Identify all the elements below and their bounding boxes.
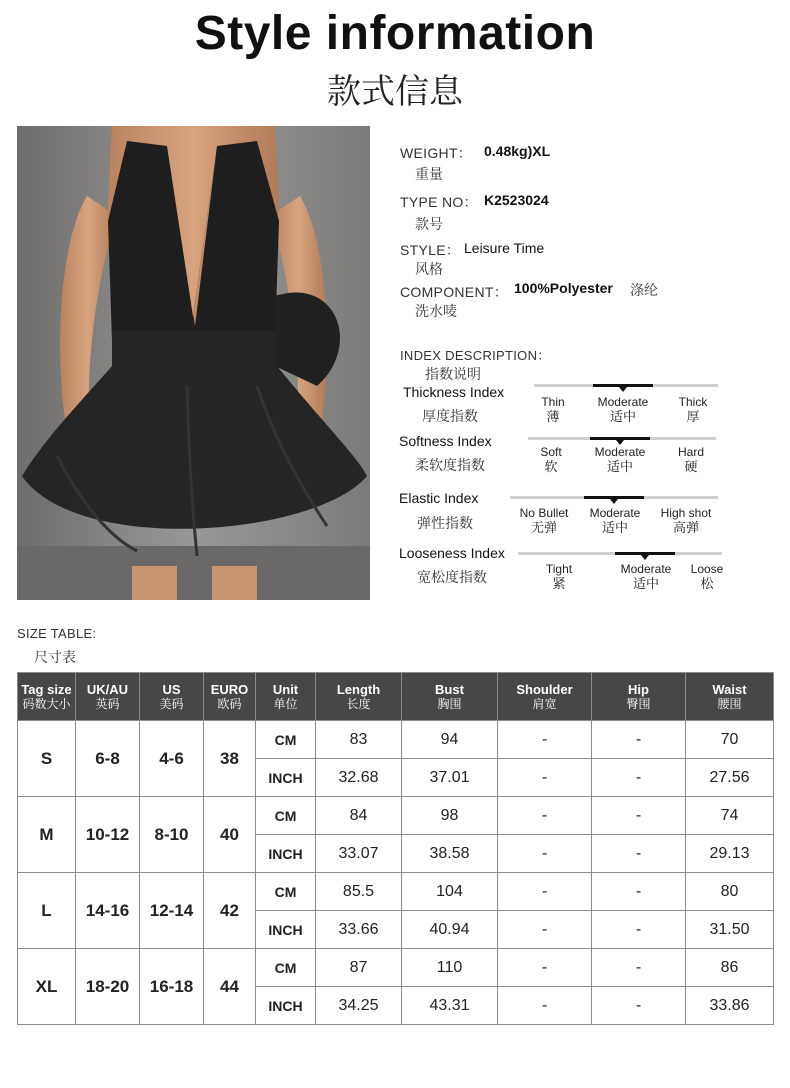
size-tag: XL: [18, 949, 76, 1025]
thickness-index-label: Thickness Index: [403, 384, 505, 400]
elastic-option-moderate: Moderate 适中: [589, 506, 641, 536]
length-cm: 85.5: [316, 873, 402, 911]
dress-illustration: [17, 126, 370, 600]
length-cm: 83: [316, 721, 402, 759]
thickness-option-thin: Thin 薄: [541, 395, 565, 425]
hip-cm: -: [592, 949, 686, 987]
hip-cm: -: [592, 797, 686, 835]
shoulder-inch: -: [498, 911, 592, 949]
header-shoulder: Shoulder 肩宽: [498, 673, 592, 721]
looseness-option-loose: Loose 松: [690, 562, 724, 592]
elastic-index-label: Elastic Index: [399, 490, 479, 506]
bust-inch: 37.01: [402, 759, 498, 797]
index-heading-zh: 指数说明: [425, 367, 481, 383]
softness-index-label-zh: 柔软度指数: [415, 458, 485, 474]
unit-cm: CM: [256, 949, 316, 987]
elastic-marker-icon: [610, 499, 618, 504]
hip-cm: -: [592, 721, 686, 759]
size-tag: S: [18, 721, 76, 797]
looseness-marker-icon: [641, 555, 649, 560]
unit-cm: CM: [256, 797, 316, 835]
size-us: 4-6: [140, 721, 204, 797]
weight-label-zh: 重量: [415, 167, 443, 183]
table-row: [18, 797, 774, 835]
header-euro: EURO 欧码: [204, 673, 256, 721]
length-cm: 87: [316, 949, 402, 987]
length-cm: 84: [316, 797, 402, 835]
thickness-index-label-zh: 厚度指数: [422, 409, 478, 425]
style-value: Leisure Time: [464, 240, 545, 256]
waist-inch: 29.13: [686, 835, 774, 873]
header-waist: Waist 腰围: [686, 673, 774, 721]
weight-label: WEIGHT：: [400, 145, 473, 161]
softness-option-soft: Soft 软: [540, 445, 562, 475]
waist-inch: 27.56: [686, 759, 774, 797]
style-label: STYLE：: [400, 242, 461, 258]
table-row: [18, 949, 774, 987]
component-label-zh: 洗水唛: [415, 304, 457, 320]
style-label-zh: 风格: [415, 262, 443, 278]
header-unit: Unit 单位: [256, 673, 316, 721]
weight-value: 0.48kg)XL: [484, 143, 551, 159]
size-euro: 42: [204, 873, 256, 949]
thickness-marker-icon: [619, 387, 627, 392]
softness-option-hard: Hard 硬: [677, 445, 704, 475]
looseness-index-label-zh: 宽松度指数: [417, 570, 487, 586]
elastic-option-high-shot: High shot 高弹: [660, 506, 712, 536]
size-uk: 10-12: [76, 797, 140, 873]
hip-inch: -: [592, 835, 686, 873]
hip-cm: -: [592, 873, 686, 911]
type-no-label-zh: 款号: [415, 217, 443, 233]
elastic-index-label-zh: 弹性指数: [417, 516, 473, 532]
shoulder-cm: -: [498, 721, 592, 759]
unit-inch: INCH: [256, 911, 316, 949]
shoulder-cm: -: [498, 949, 592, 987]
header-length: Length 长度: [316, 673, 402, 721]
unit-inch: INCH: [256, 759, 316, 797]
unit-cm: CM: [256, 873, 316, 911]
bust-cm: 98: [402, 797, 498, 835]
length-inch: 34.25: [316, 987, 402, 1025]
hip-inch: -: [592, 759, 686, 797]
bust-cm: 104: [402, 873, 498, 911]
thickness-option-moderate: Moderate 适中: [597, 395, 649, 425]
shoulder-cm: -: [498, 873, 592, 911]
index-heading: INDEX DESCRIPTION：: [400, 348, 551, 363]
thickness-option-thick: Thick 厚: [678, 395, 708, 425]
size-euro: 44: [204, 949, 256, 1025]
page-title: Style information: [194, 7, 596, 60]
shoulder-inch: -: [498, 835, 592, 873]
softness-option-moderate: Moderate 适中: [594, 445, 646, 475]
size-tag: L: [18, 873, 76, 949]
bust-inch: 38.58: [402, 835, 498, 873]
type-no-label: TYPE NO：: [400, 194, 478, 210]
product-photo: [17, 126, 370, 600]
header-us: US 美码: [140, 673, 204, 721]
size-table-title-zh: 尺寸表: [34, 650, 76, 666]
size-us: 8-10: [140, 797, 204, 873]
component-value: 100%Polyester: [514, 280, 613, 296]
hip-inch: -: [592, 911, 686, 949]
header-tag-size: Tag size 码数大小: [18, 673, 76, 721]
shoulder-cm: -: [498, 797, 592, 835]
type-no-value: K2523024: [484, 192, 549, 208]
softness-index-label: Softness Index: [399, 433, 492, 449]
size-euro: 38: [204, 721, 256, 797]
waist-cm: 86: [686, 949, 774, 987]
looseness-index-label: Looseness Index: [399, 545, 505, 561]
unit-cm: CM: [256, 721, 316, 759]
shoulder-inch: -: [498, 759, 592, 797]
unit-inch: INCH: [256, 835, 316, 873]
size-uk: 18-20: [76, 949, 140, 1025]
elastic-option-no-bullet: No Bullet 无弹: [519, 506, 569, 536]
waist-cm: 70: [686, 721, 774, 759]
size-table-title: SIZE TABLE:: [17, 626, 97, 641]
waist-inch: 31.50: [686, 911, 774, 949]
waist-inch: 33.86: [686, 987, 774, 1025]
bust-inch: 43.31: [402, 987, 498, 1025]
bust-cm: 94: [402, 721, 498, 759]
waist-cm: 74: [686, 797, 774, 835]
page-subtitle: 款式信息: [327, 72, 463, 112]
unit-inch: INCH: [256, 987, 316, 1025]
waist-cm: 80: [686, 873, 774, 911]
shoulder-inch: -: [498, 987, 592, 1025]
size-tag: M: [18, 797, 76, 873]
table-row: [18, 721, 774, 759]
length-inch: 33.07: [316, 835, 402, 873]
length-inch: 33.66: [316, 911, 402, 949]
header-bust: Bust 胸围: [402, 673, 498, 721]
size-table: [17, 672, 774, 1025]
looseness-option-tight: Tight 紧: [545, 562, 573, 592]
size-us: 16-18: [140, 949, 204, 1025]
bust-cm: 110: [402, 949, 498, 987]
looseness-option-moderate: Moderate 适中: [620, 562, 672, 592]
header-uk-au: UK/AU 英码: [76, 673, 140, 721]
size-table-header-row: [18, 673, 774, 721]
size-uk: 6-8: [76, 721, 140, 797]
hip-inch: -: [592, 987, 686, 1025]
header-hip: Hip 臀围: [592, 673, 686, 721]
size-us: 12-14: [140, 873, 204, 949]
component-label: COMPONENT：: [400, 284, 508, 300]
table-row: [18, 873, 774, 911]
bust-inch: 40.94: [402, 911, 498, 949]
size-euro: 40: [204, 797, 256, 873]
component-value-zh: 涤纶: [630, 283, 658, 299]
length-inch: 32.68: [316, 759, 402, 797]
size-uk: 14-16: [76, 873, 140, 949]
